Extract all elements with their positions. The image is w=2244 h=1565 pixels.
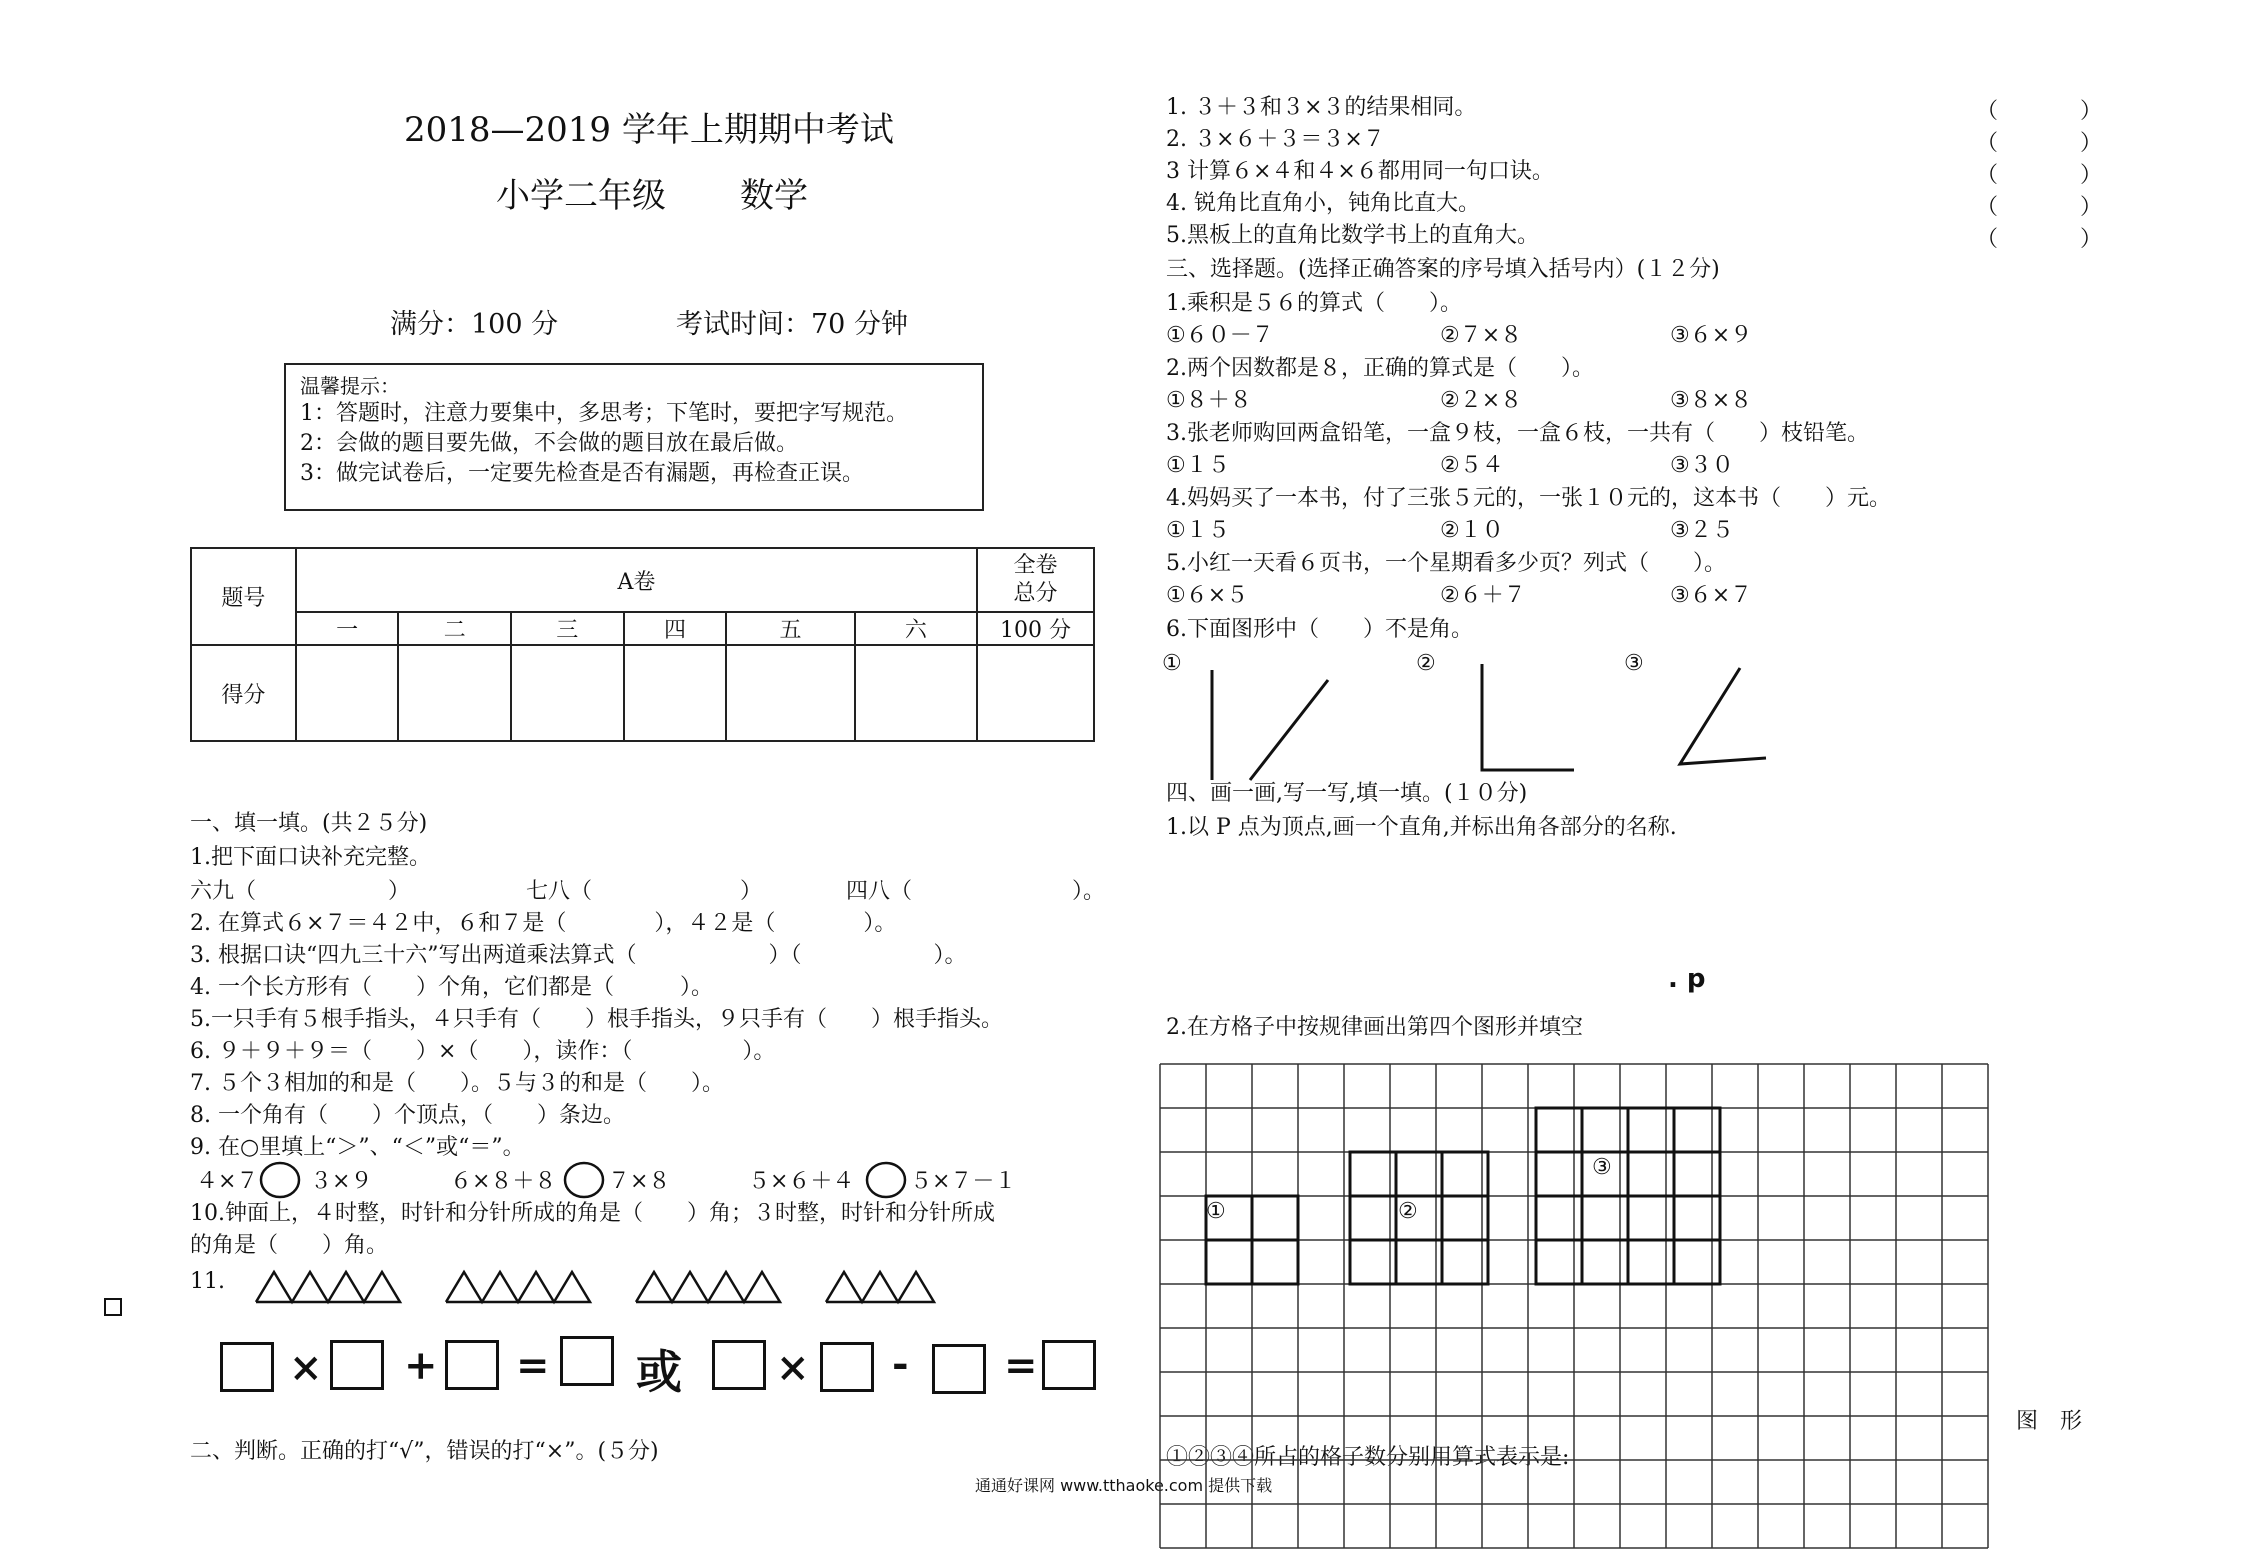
row-header: 题号 <box>191 548 296 645</box>
choice-option: ③３０ <box>1670 453 1734 478</box>
judge-item: 2. ３×６＋３＝３×７ <box>1166 127 1385 152</box>
choice-option: ①８＋８ <box>1166 388 1252 413</box>
subject-label: 数学 <box>740 176 808 216</box>
side-label: 图 形 <box>2016 1409 2083 1434</box>
figure-3-angle <box>1680 668 1766 764</box>
question: 3. 根据口诀“四九三十六”写出两道乘法算式（ ）（ ）。 <box>190 943 967 968</box>
times-sign: × <box>776 1344 810 1391</box>
question: 四八（ <box>846 879 913 904</box>
figure-label: ① <box>1162 651 1182 676</box>
question: 10.钟面上，４时整，时针和分针所成的角是（ ）角；３时整，时针和分针所成 <box>190 1201 995 1226</box>
paren-open: （ <box>1976 131 1999 156</box>
paren: ） <box>740 879 763 904</box>
col-header: 三 <box>511 612 624 645</box>
question: 六九（ <box>190 879 257 904</box>
part4-heading: 四、画一画,写一写,填一填。(１０分) <box>1166 781 1528 806</box>
figure-label: ② <box>1416 651 1436 676</box>
compare-circle <box>565 1163 603 1197</box>
triangle-group <box>256 1272 400 1302</box>
compare-expr: ４×７ <box>196 1169 259 1194</box>
question: 5.一只手有５根手指头，４只手有（ ）根手指头，９只手有（ ）根手指头。 <box>190 1007 1003 1032</box>
full-score: 满分：100 分 <box>390 309 559 340</box>
col-header: 五 <box>726 612 854 645</box>
figure-label: ③ <box>1592 1155 1612 1180</box>
choice-option: ①６×５ <box>1166 583 1249 608</box>
choice-option: ②２×８ <box>1440 388 1523 413</box>
total-value: 100 分 <box>977 612 1094 645</box>
footer: 通通好课网 www.tthaoke.com 提供下载 <box>975 1476 1273 1495</box>
question: 11. <box>190 1269 225 1294</box>
choice-option: ②１０ <box>1440 518 1504 543</box>
pattern-figures <box>1206 1108 1720 1284</box>
choice-option: ②６＋７ <box>1440 583 1526 608</box>
triangle-group <box>636 1272 780 1302</box>
choice-question: 5.小红一天看６页书，一个星期看多少页？列式（ ）。 <box>1166 551 1726 576</box>
or-label: 或 <box>636 1345 682 1399</box>
judge-item: 5.黑板上的直角比数学书上的直角大。 <box>1166 223 1539 248</box>
choice-option: ③８×８ <box>1670 388 1753 413</box>
choice-option: ③６×９ <box>1670 323 1753 348</box>
choice-option: ①１５ <box>1166 518 1230 543</box>
compare-expr: ７×８ <box>608 1169 671 1194</box>
paren-open: （ <box>1976 163 1999 188</box>
compare-expr: ６×８＋８ <box>450 1169 557 1194</box>
angle-figures <box>1212 664 1766 780</box>
question: 的角是（ ）角。 <box>190 1233 389 1258</box>
tip-item: 1：答题时，注意力要集中，多思考；下笔时，要把字写规范。 <box>300 401 908 426</box>
col-header: 一 <box>296 612 399 645</box>
col-header: 二 <box>398 612 511 645</box>
part2-heading: 二、判断。正确的打“√”，错误的打“×”。(５分) <box>190 1439 659 1464</box>
figure-label: ② <box>1398 1199 1418 1224</box>
exam-time: 考试时间：70 分钟 <box>676 309 908 340</box>
question: 1.以 P 点为顶点,画一个直角,并标出角各部分的名称. <box>1166 815 1677 840</box>
minus-sign: - <box>892 1340 909 1387</box>
equals-sign: = <box>1004 1342 1038 1389</box>
choice-option: ②７×８ <box>1440 323 1523 348</box>
score-row-header: 得分 <box>191 645 296 741</box>
figure-label: ③ <box>1624 651 1644 676</box>
section-header: A卷 <box>296 548 977 612</box>
part1-heading: 一、填一填。(共２５分) <box>190 811 428 836</box>
judge-item: 1. ３＋３和３×３的结果相同。 <box>1166 95 1477 120</box>
plus-sign: + <box>404 1342 438 1389</box>
figure-label: ① <box>1206 1199 1226 1224</box>
tips-head: 温馨提示： <box>300 374 400 398</box>
choice-option: ③６×７ <box>1670 583 1753 608</box>
pattern-fig-2 <box>1350 1152 1488 1284</box>
figure-2-angle <box>1482 664 1574 770</box>
paren-close: ） <box>2080 131 2103 156</box>
choice-option: ①６０－７ <box>1166 323 1274 348</box>
triangle-groups <box>256 1272 934 1302</box>
compare-circle <box>261 1163 299 1197</box>
paren: ） <box>388 879 411 904</box>
question: 7. ５个３相加的和是（ ）。５与３的和是（ ）。 <box>190 1071 724 1096</box>
compare-expr: ５×７－１ <box>910 1169 1017 1194</box>
paren-close: ） <box>2080 195 2103 220</box>
compare-circles <box>261 1163 905 1197</box>
paren: ）。 <box>1072 879 1106 904</box>
paren-open: （ <box>1976 227 1999 252</box>
question: ①②③④所占的格子数分别用算式表示是: <box>1166 1445 1570 1470</box>
equals-sign: = <box>516 1342 550 1389</box>
tip-item: 2：会做的题目要先做，不会做的题目放在最后做。 <box>300 431 798 456</box>
grade-label: 小学二年级 <box>496 176 666 216</box>
triangle-group <box>826 1272 934 1302</box>
compare-expr: ３×９ <box>310 1169 373 1194</box>
choice-option: ①１５ <box>1166 453 1230 478</box>
paren-close: ） <box>2080 99 2103 124</box>
choice-question: 2.两个因数都是８，正确的算式是（ ）。 <box>1166 356 1594 381</box>
compare-expr: ５×６＋４ <box>748 1169 855 1194</box>
times-sign: × <box>289 1344 323 1391</box>
part3-heading: 三、选择题。(选择正确答案的序号填入括号内）(１２分) <box>1166 257 1720 282</box>
square-grid <box>1160 1064 1988 1548</box>
col-header: 四 <box>624 612 727 645</box>
judge-item: 3 计算６×４和４×６都用同一句口诀。 <box>1166 159 1554 184</box>
choice-question: 3.张老师购回两盒铅笔，一盒９枝，一盒６枝，一共有（ ）枝铅笔。 <box>1166 421 1869 446</box>
question: 9. 在○里填上“＞”、“＜”或“＝”。 <box>190 1135 525 1160</box>
question: 2. 在算式６×７＝４２中，６和７是（ ），４２是（ ）。 <box>190 911 897 936</box>
total-header: 全卷 总分 <box>977 548 1094 612</box>
figure-1-line <box>1250 680 1328 780</box>
question: 4. 一个长方形有（ ）个角，它们都是（ ）。 <box>190 975 713 1000</box>
judge-item: 4. 锐角比直角小，钝角比直大。 <box>1166 191 1480 216</box>
point-p: . p <box>1668 964 1706 994</box>
question: 8. 一个角有（ ）个顶点，（ ）条边。 <box>190 1103 625 1128</box>
question: 6. ９＋９＋９＝（ ）×（ ），读作：（ ）。 <box>190 1039 776 1064</box>
choice-option: ③２５ <box>1670 518 1734 543</box>
choice-question: 1.乘积是５６的算式（ ）。 <box>1166 291 1462 316</box>
paren-open: （ <box>1976 195 1999 220</box>
choice-question: 4.妈妈买了一本书，付了三张５元的，一张１０元的，这本书（ ）元。 <box>1166 486 1891 511</box>
question: 1.把下面口诀补充完整。 <box>190 845 431 870</box>
choice-question: 6.下面图形中（ ）不是角。 <box>1166 617 1473 642</box>
paren-close: ） <box>2080 227 2103 252</box>
paren-close: ） <box>2080 163 2103 188</box>
paren-open: （ <box>1976 99 1999 124</box>
tip-item: 3：做完试卷后，一定要先检查是否有漏题，再检查正误。 <box>300 461 864 486</box>
compare-circle <box>867 1163 905 1197</box>
triangle-group <box>446 1272 590 1302</box>
exam-title: 2018—2019 学年上期期中考试 <box>404 110 894 150</box>
col-header: 六 <box>855 612 977 645</box>
question: 2.在方格子中按规律画出第四个图形并填空 <box>1166 1015 1583 1040</box>
question: 七八（ <box>526 879 593 904</box>
choice-option: ②５４ <box>1440 453 1504 478</box>
